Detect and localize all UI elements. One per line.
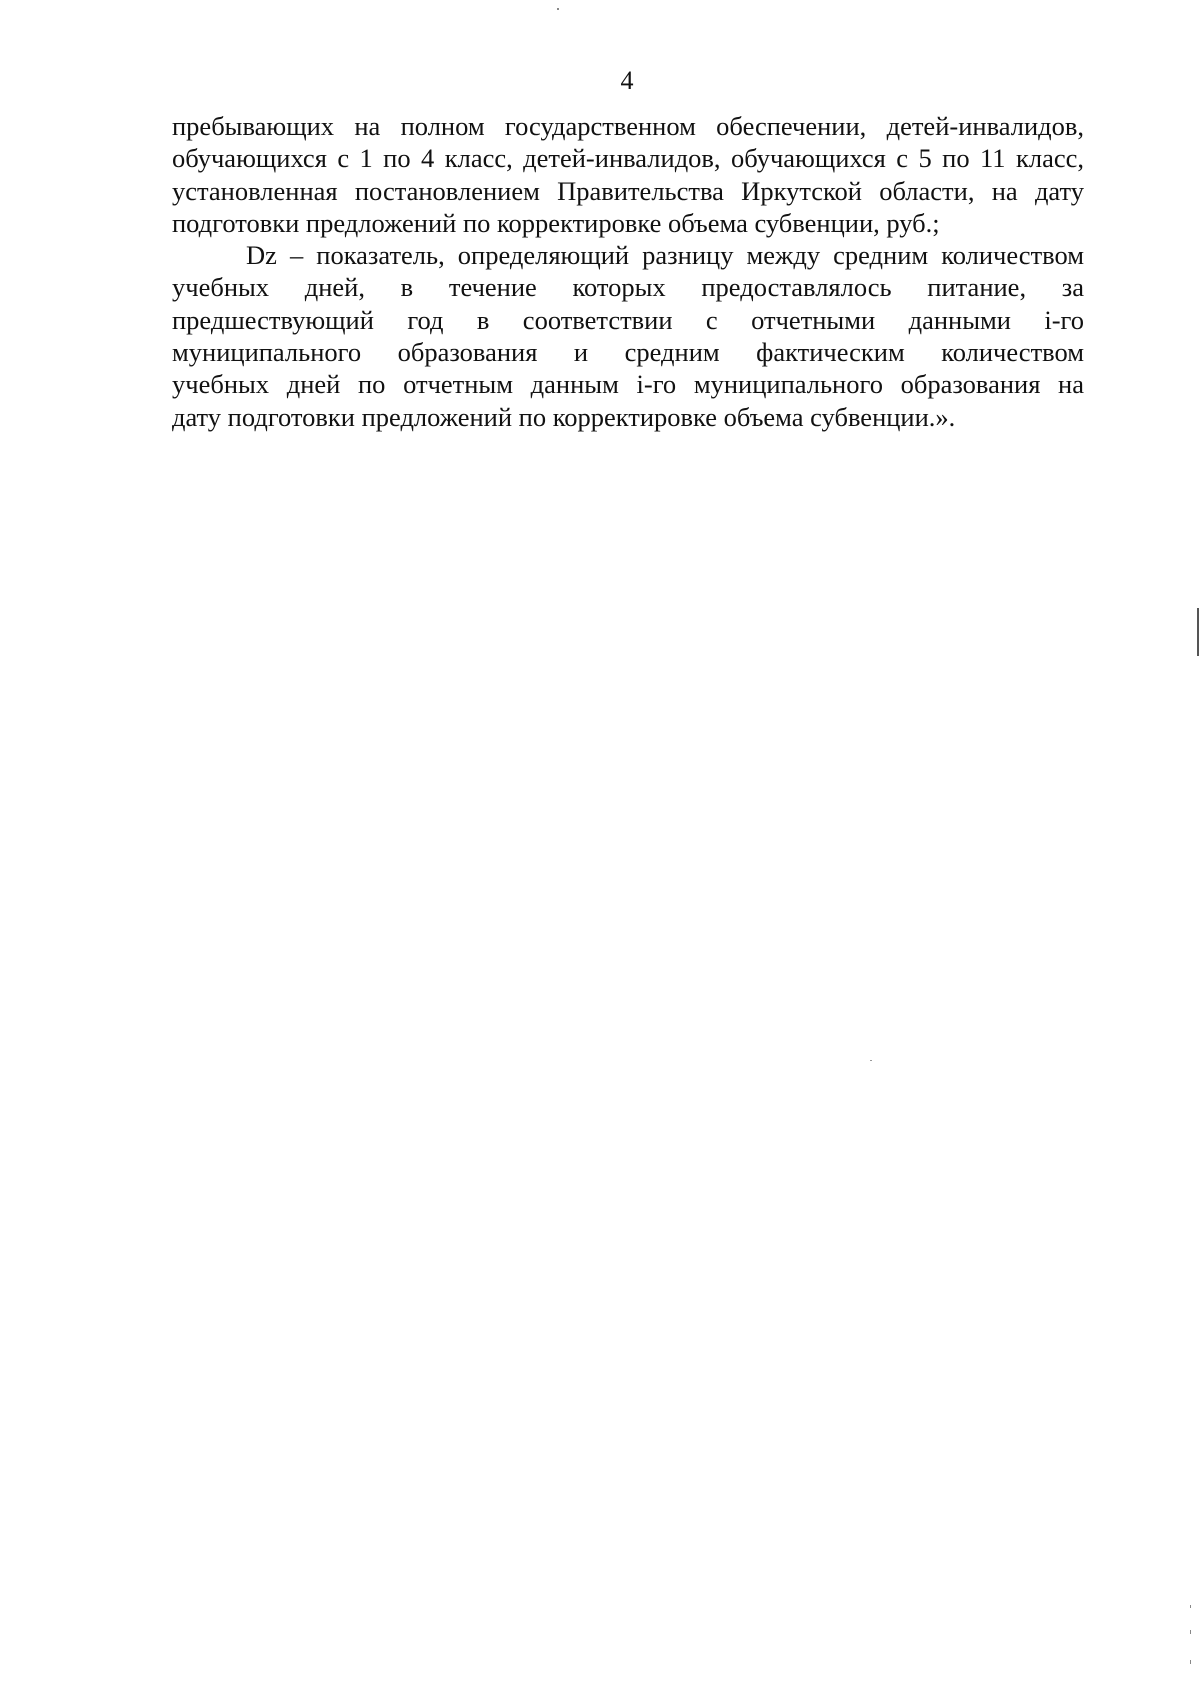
document-body [172,110,1084,433]
text-line: установленная постановлением Правительства Иркутской области, на дату [172,175,1084,206]
scan-artifact [1197,608,1199,656]
text-line: учебных дней по отчетным данным i-го муниципального образования на [172,369,1084,400]
paragraph-continuation [172,110,1084,239]
page-number: 4 [620,66,634,95]
scan-artifact [1190,1605,1191,1608]
paragraph-dz-definition [172,239,1084,433]
scan-artifact [557,8,559,10]
text-line: предшествующий год в соответствии с отчетными данными i-го [172,304,1084,335]
text-line: дату подготовки предложений по корректировке объема субвенции.». [172,401,956,432]
text-line: учебных дней, в течение которых предоставлялось питание, за [172,272,1084,303]
text-line: муниципального образования и средним фактическим количеством [172,337,1084,368]
scan-artifact [1190,1630,1191,1634]
text-line: подготовки предложений по корректировке объема субвенции, руб.; [172,207,940,238]
text-line: Dz – показатель, определяющий разницу между средним количеством [246,240,1084,271]
text-line: обучающихся с 1 по 4 класс, детей-инвалидов, обучающихся с 5 по 11 класс, [172,143,1084,174]
text-line: пребывающих на полном государственном обеспечении, детей-инвалидов, [172,111,1084,141]
scan-artifact [870,1060,872,1061]
scan-artifact [1190,1660,1191,1664]
